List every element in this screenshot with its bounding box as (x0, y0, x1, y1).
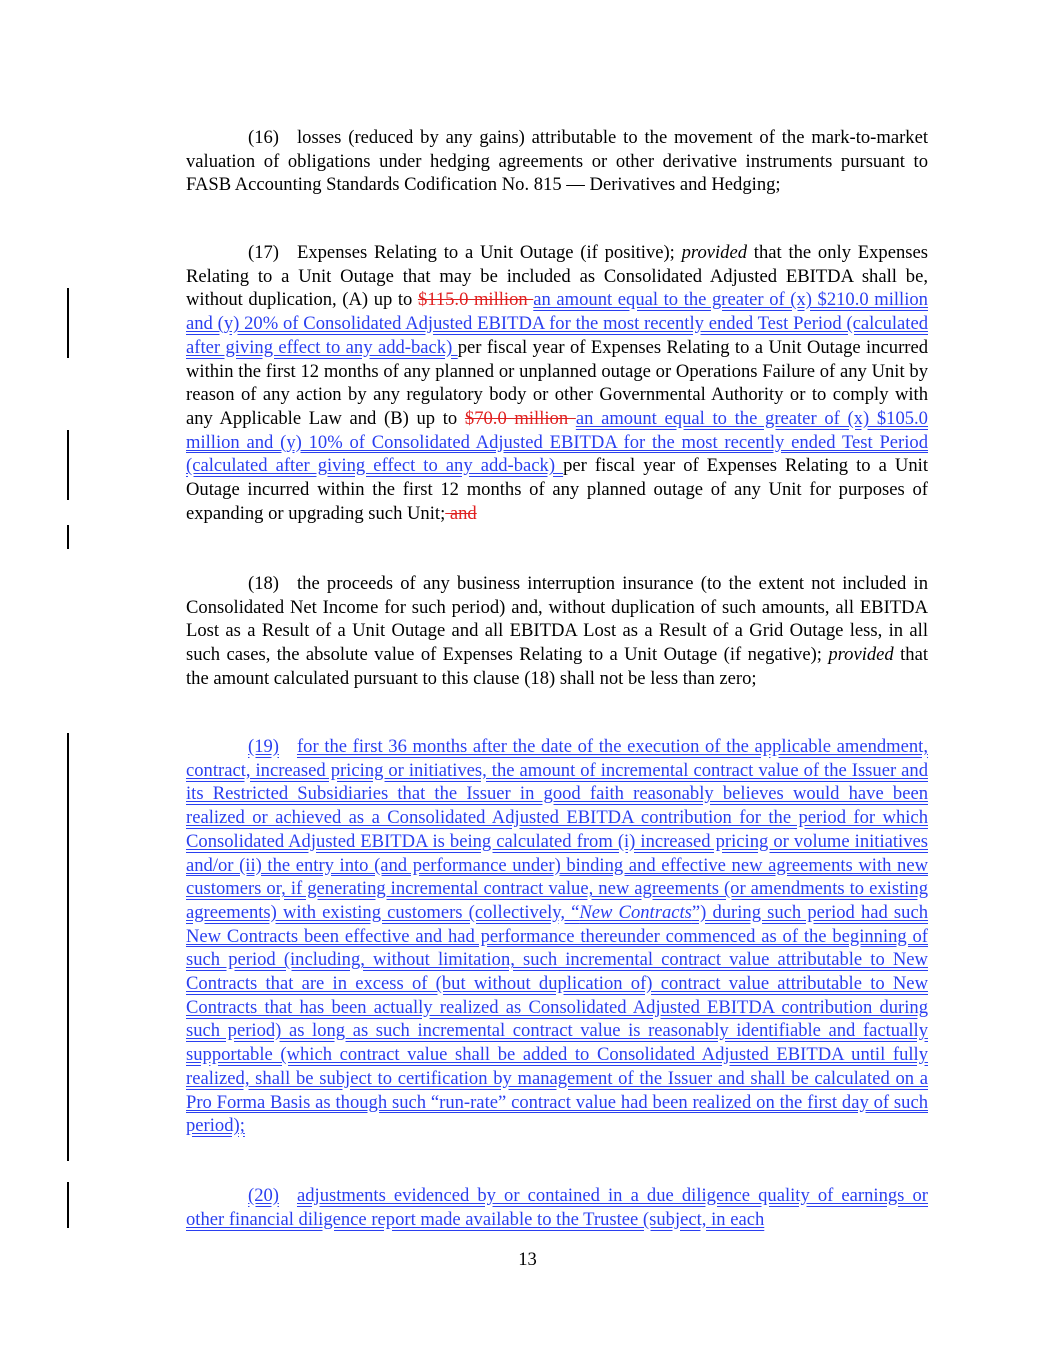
clause-17 (186, 241, 928, 525)
clause-17-provided: provided (681, 242, 748, 263)
clause-18-text-1: the proceeds of any business interruption insurance (to the extent not included in Consolidated Net Income for such period) and, without duplication of such amounts, all EBITDA Lost as a Result of a Unit Outage and all EBITDA Lost as a Result of a Grid Outage less, in all such cases, the absolute value of Expenses Relating to a Unit Outage (if negative); (186, 573, 928, 666)
clause-18-provided: provided (828, 644, 894, 666)
clause-17-number: (17) (248, 242, 279, 263)
change-bar-19 (67, 733, 69, 1161)
clause-20-text: adjustments evidenced by or contained in a due diligence quality of earnings or other financial diligence report made available to the Trustee (subject, in each (186, 1185, 928, 1230)
clause-19-number: (19) (248, 736, 279, 757)
clause-17-deletion-1: $115.0 million (417, 289, 534, 311)
clause-16-text: losses (reduced by any gains) attributable to the movement of the mark-to-market valuation of obligations under hedging agreements or other derivative instruments pursuant to FASB Accounting Standards Codification No. 815 — Derivatives and Hedging; (186, 127, 928, 196)
clause-17-insertion-1: an amount equal to the greater of (x) $210.0 million and (y) 20% of Consolidated Adjusted EBITDA for the most recently ended Test Period (calculated after giving effect to any add-back) (186, 289, 928, 358)
page-number: 13 (518, 1249, 537, 1270)
clause-18-text-2: that the amount calculated pursuant to this clause (18) shall not be less than zero; (186, 644, 928, 689)
clause-17-text-1: Expenses Relating to a Unit Outage (if positive); (296, 242, 682, 263)
change-bar-17b (67, 430, 69, 500)
clause-17-deletion-3: and (445, 502, 477, 524)
clause-17-insertion-2: an amount equal to the greater of (x) $105.0 million and (y) 10% of Consolidated Adjusted EBITDA for the most recently ended Test Period (calculated after giving effect to any add-back) (186, 407, 928, 477)
clause-16-number: (16) (248, 127, 279, 148)
clause-19 (186, 735, 928, 1138)
clause-16 (186, 126, 928, 197)
clause-19-text-1: for the first 36 months after the date of the execution of the applicable amendment, contract, increased pricing or initiatives, the amount of incremental contract value of the Issuer and its Restricted Subsidiaries that the Issuer in good faith reasonably believes would have been realized or achieved as a Consolidated Adjusted EBITDA contribution for the period for which Consolidated Adjusted EBITDA is being calculated from (i) increased pricing or volume initiatives and/or (ii) the entry into (and performance under) binding and effective new agreements with new customers or, if generating incremental contract value, new agreements (or amendments to existing agreements) with existing customers (collectively, “ (186, 736, 928, 923)
clause-17-deletion-2: $70.0 million (464, 407, 576, 429)
change-bar-17c (67, 525, 69, 549)
clause-19-text-2: ”) during such period had such New Contracts been effective and had performance thereunder commenced as of the beginning of such period (including, without limitation, such incremental contract value attributable to New Contracts that are in excess of (but without duplication of) contract value attributable to New Contracts that has been actually realized as Consolidated Adjusted EBITDA contribution during such period) as long as such incremental contract value is reasonably identifiable and factually supportable (which contract value shall be added to Consolidated Adjusted EBITDA until fully realized, shall be subject to certification by management of the Issuer and shall be calculated on a Pro Forma Basis as though such “run-rate” contract value had been realized on the first day of such period); (186, 901, 928, 1137)
clause-19-new-contracts: New Contracts (579, 901, 692, 923)
clause-17-text-3: per fiscal year of Expenses Relating to a Unit Outage incurred within the first 12 months of any planned or unplanned outage or Operations Failure of any Unit by reason of any action by any regulatory body or other Governmental Authority or to comply with any Applicable Law and (B) up to (186, 336, 928, 429)
clause-18-number: (18) (248, 573, 279, 594)
clause-17-text-2: that the only Expenses Relating to a Unit Outage that may be included as Consolidated Adjusted EBITDA shall be, without duplication, (A) up to (186, 242, 928, 311)
change-bar-17a (67, 288, 69, 358)
clause-17-text-4: per fiscal year of Expenses Relating to a Unit Outage incurred within the first 12 months of any planned outage of any Unit for purposes of expanding or upgrading such Unit; (186, 455, 928, 524)
change-bar-20 (67, 1182, 69, 1228)
clause-20 (186, 1184, 928, 1231)
clause-18 (186, 572, 928, 691)
clause-20-number: (20) (248, 1185, 279, 1206)
